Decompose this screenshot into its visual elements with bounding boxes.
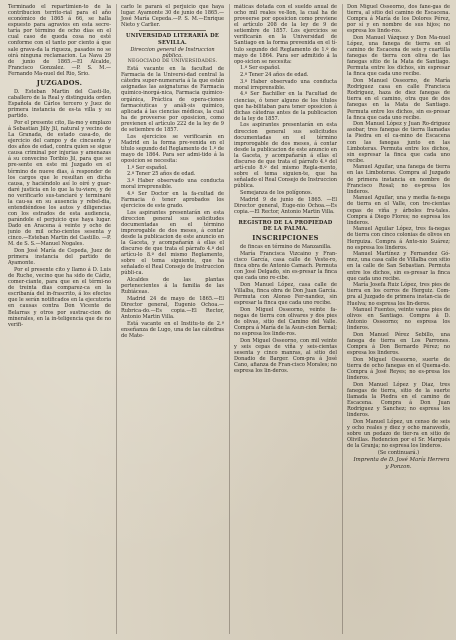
text-paragraph: Semejanza de los polígonos.: [240, 189, 313, 196]
text-paragraph: Don Manuel López, un censo de seis y ocho reales y diez y ocho maravedís, sobre un pedazo de tier-ra en sitio de Olivillas. Redencion por el Sr. Marqués de la Granja; no espresa los linderos.: [347, 418, 450, 450]
section-label: NEGOCIADO DE UNIVERSIDADES.: [127, 59, 218, 65]
text-paragraph: 2.º Tener 24 años de edad.: [240, 72, 309, 79]
section-divider: [252, 217, 319, 218]
section-subheading: UNIVERSIDAD LITERARIA DE SEVILLA.: [125, 33, 220, 46]
text-paragraph: Don Manuel Pérez Sebillo, una fanega de tierra en Los Parrones. Compra á Don Bernardo Pérez; no espresa los linderos.: [347, 332, 450, 357]
text-paragraph: Está vacante en la facultad de Farmacia de la Universi-dad central la cátedra super-numeraria á la que están asignadas las asignaturas de Farmacia químico-inorgá-nica, Farmacia químico-orgánica, Práctica de opera-ciones farmacéuticas y análi-sis químico, aplicada á las ciencias médicas, la cual ha de proveerse por oposicion, como previenen el artículo 222 de la ley de 9 de setiembre de 1857.: [121, 66, 224, 133]
text-paragraph: (Se continuará.): [377, 449, 420, 456]
text-paragraph: Terminado el repartimien-to de la contribucion territo-rial para el año económico de 1865 á 66, se halla espuesto para agravios en esta secre-taría por término de ocho dias en el cual caso de queda cosa no esté conforme con el tanto por ciento á que sale grava-da la riqueza, pasados no se oirá ninguna reclamacion. La Nava 29 de junio de 1865.—El Alcalde, Francisco Gonzalez. —P. S. M.—Fernando Ma-nuel del Rio, Srio.: [8, 4, 111, 77]
text-paragraph: Por el presente cito y llamo á D. Luis de Ruche, vecino que ha sido de Cádiz, comer-ciante, para que en el térmi-no de treinta dias comparez-ca en la escribanía del in-frascrito, á los efectos que le serán notificados en la ejecutoria en causas contra Don Vicente de Belarras y otros por sustrac-cion de minerales, en la in-teligencia que de no verifi-: [8, 266, 111, 328]
text-paragraph: Don Manuel Osseorno, de María Rodriguez casa en calle Francisca Rodriguez, haza de diez fanegas de tierra en el camino, otra que de dos fanegas en la Mata de Santiago. Permuta entre los dichos, sin es-presar la finca que cada uno recibe.: [347, 78, 450, 121]
text-paragraph: Manuel Aguilar, una y media fa-nega de tierra en el Valle, con tre-cientas cepas de viña y árboles fru-tales. Compra á Diego Flores; no espresa los linderos.: [347, 195, 450, 226]
text-paragraph: Los aspirantes presentarán en esta direccion general sus solicitudes documentadas en el término improrogable de dos meses, á contar desde la publicacion de este anuncio en la Gaceta, y acompañarán á ellas el discurso de que trata el párrafo 4.º del artí-culo 8.º del mismo Regla-mento, sobre el tema siguien-te, que ha señalado el Real Consejo de Instruccion pública.: [234, 122, 337, 190]
text-paragraph: 1.º Ser español.: [240, 65, 281, 72]
text-paragraph: Don Miguel Osseorno, con mil veinte y seis cepas de viña y seis-cientas sesenta y cinco manras, al sitio del Donadio de Barger. Com-pra á José Cano, afianza de Fran-cisco Morales; no espresa los lin-deros.: [234, 337, 337, 375]
text-paragraph: Manuel Martínez y Fernandez Gó-mez, una casa calle de Villalba con sitio en la calle de San Sebastian. Permuta entre los dichos, sin es-presar la finca que cada uno recibe.: [347, 251, 450, 282]
text-paragraph: máticas dotada con el sueldo anual de ocho mil reales ve-llon, la cual ha de proveerse por oposicion como previene el artículo 208 de la ley de 9 de setiembre de 1857. Los ejercicios se verificarán en la Universidad de Santiago en la forma prevenida en el tí-tulo segundo del Reglamento de 1.º de mayo de 1864. Para ser admitido á la opo-sicion se necesita:: [234, 4, 337, 65]
text-paragraph: Manuel Aguilar, una fanega de tierra en las Limboteras. Compra al Juzgado de primera instancia en nombre de Francisco Rosal; no es-presa los linderos.: [347, 164, 450, 195]
text-paragraph: Madrid 24 de mayo de 1865.—El Director general, Eugenio Ochoa.—Rubrica-do.—Es copia.—El Rector, Antonio Martin Villa.: [121, 295, 224, 321]
text-paragraph: María Francisca Vizcaino y Fran-cisco García, casa calle de Veste-ro, finca obra de Antonio Camach. Permuta con José Delgado, sin es-presar la finca que cada uno re-cibe.: [234, 250, 337, 282]
section-subheading: REGISTRO DE LA PROPIEDAD DE LA PALMA.: [238, 219, 333, 233]
printer-imprint: Imprenta de D. José María Herrera y Ponzon.: [353, 456, 450, 470]
column-2: [116, 4, 224, 634]
text-paragraph: 4.º Ser Bachiller en la Facultad de ciencias, ó tener alguno de los títulos que ha-bilitaban para tener oposicion á dichas cátedras antes de la publicacion de la ley de 1857.: [234, 91, 337, 122]
text-paragraph: 2.º Tener 25 años de edad.: [127, 171, 196, 178]
text-paragraph: Madrid 9 de junio de 1865. —El Director general, Euge-nio Ochoa.—Es copia.—El Rector, Antonio Martin Villa.: [234, 196, 337, 215]
text-paragraph: Don Miguel Osseorno, veinte fa-negas de tierra con olivares y dos pies de olivas, sitio del Camino del Valle. Compra á María de la Asun-cion Bernal; no espresa los linde-ros.: [234, 306, 337, 338]
text-paragraph: de fincas en término de Manzanilla.: [240, 244, 332, 251]
column-3: [229, 4, 337, 634]
text-paragraph: 3.º Haber observado una conducta moral irreprensible.: [121, 177, 224, 190]
text-paragraph: 3.º Haber observado una conducta moral irreprensible.: [234, 78, 337, 91]
text-paragraph: Don Manuel Vázquez y Don Ma-nuel López, una fanega de tierra en el camino de Escacena de seis y cuartilla fanegas de tierra con oliva de las fanegas sitio de la Mata de Santiago. Permuta entre los dichos, sin espresar la finca que cada uno recibe.: [347, 34, 450, 78]
text-paragraph: Manuel Fuentes, veinte varas pies de olivos en Santiago. Compra á D. Antonio Osseorno; no espresa los linderos.: [347, 307, 450, 332]
text-paragraph: Don Miguel Osseorno, suerte de tierra de ocho fanegas en el Quema-do. Compra á José Reyes; no es-presa los linderos.: [347, 356, 450, 382]
text-paragraph: D. Esteban Martin del Casti-llo, caballero de la Real y distinguida orden Española de Cárlos tercero y Juez de primera instancia de es-ta villa y su partido.: [8, 88, 111, 120]
text-paragraph: Está vacante en el Institu-to de 2.ª enseñanza de Lugo, una de las cátedras de Mate-: [121, 320, 224, 339]
text-paragraph: 4.º Ser Doctor en la fa-cultad de Farmacia ó tener aprobados los ejercicios de este grado.: [121, 190, 224, 209]
text-paragraph: María Josefa Ruiz López, tres pies de tierra en los cerros de Herguiz. Com-pra al Juzgado de primera instan-cia de Huelva; no espresa los lin-deros.: [347, 282, 450, 307]
text-paragraph: 1.º Ser español.: [127, 164, 168, 171]
text-paragraph: carlo le parará el perjuicio que haya lugar. Ayamonte 30 de junio de 1865.—José María Cepeda.—P. S. M.—Enrique Nieto y Carlier.: [121, 4, 224, 29]
text-paragraph: Manuel Aguilar López, tres fa-negas de tierra con cinco colonias de olivos en Herguiza. Compra á Anto-nio Suárez; no espresa los linderos.: [347, 226, 450, 251]
text-paragraph: Don Manuel López y Juan Ro-driguez asobar, tres fanegas de tierra llamadas la Piedra en el ca-mino de Escacena con las fanegas junto en las Limboteras. Permuta entre los dichos, sin espresar la finca que cada uno recibe.: [347, 121, 450, 164]
column-4: [342, 4, 450, 634]
text-paragraph: Los aspirantes presentarán en esta direccion general sus solicitudes documentadas en el término improrogable de dos meses, á contar desde la publicacion de este anuncio en la Gaceta, y acompañarán á ellas el discurso de que trata el párrafo 4.º del artícu-lo 8.º del mismo Reglamento, sobre el tema siguiente, que ha señalado el Real Consejo de Instruccion públi-ca.: [121, 209, 224, 277]
section-heading: INSCRIPCIONES: [252, 234, 319, 243]
text-paragraph: Don Miguel Osseorno, dos fane-gas de tierra, al sitio del camino de Escacena. Compra á María de los Dolores Pérez, por sí y en nombre de sus hijos; no espresa los linde-ros.: [347, 4, 450, 35]
section-subtitle: Direccion general de Instruccion pública.: [130, 46, 215, 59]
section-divider: [139, 30, 206, 31]
text-paragraph: Alcaldes de las plantas pertenecientes á la familia de las Rubiáceas.: [121, 276, 224, 296]
text-paragraph: Don Manuel López, casa calle de Villalba, finca obra de Don Juan García. Permuta con Alonso Fer-nandez, sin espresar la finca que cada uno recibe.: [234, 281, 337, 307]
section-heading: JUZGADOS.: [36, 78, 83, 87]
text-paragraph: Don Manuel López y Diaz, tres fanegas de tierra, sitio de la suerte llamada la Piedra en el camino de Escacena. Compra á Don Juan Rodriguez y Sanchez; no espresa los linderos.: [347, 381, 450, 419]
text-paragraph: Don José María de Cepeda, Juez de primera instancia del partido de Ayamonte.: [8, 248, 111, 267]
column-1: [8, 4, 111, 634]
text-paragraph: Por el presente cito, lla-mo y emplazo á Sebastian Jilly Jil, natural y vecino de La Granada, de estado casa-do, de ejercicio del campo y de cincuenta y dos años de edad, contra quien se sigue causa criminal por injurias y amenazas á su convecino Toribio Jil, para que se pre-sente en este mi Juzgado en el término de nueve dias, á responder de los cargos que le resultan en dicha causa, y haciéndolo así lo oiré y guar-daré justicia en lo que la tu-viere, y de no verificarlo sus-tanciaré y terminaré la cau-sa en su ausencia y rebel-dia, entendiéndose los autos y diligencias con los estrados de esta audiencia, parándole el perjuicio que haya lugar. Dado en Aracena á veinte y ocho de junio de mil ocho-cientos sesenta y cinco.—Esteban Martin del Castillo. —P. M. de S. S.—Manuel Nogales.: [8, 119, 111, 248]
text-paragraph: Los ejercicios se verificarán en Madrid en la forma pre-venida en el título segundo del Reglamento de 1.º de mayo de 1864. Para ser admi-tido á la oposicion se necesita:: [121, 133, 224, 164]
